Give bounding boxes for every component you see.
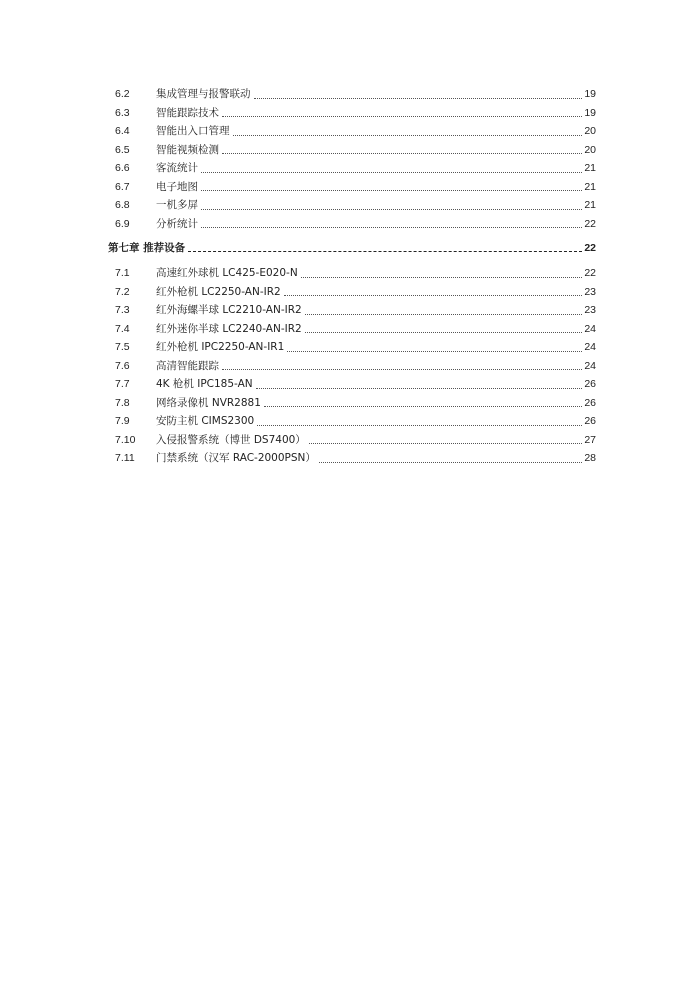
toc-dot-leader [201,171,582,173]
toc-dot-leader [222,152,582,154]
toc-entry-number: 6.8 [115,199,130,211]
toc-dot-leader [201,208,582,210]
toc-entry-number: 7.6 [115,359,130,372]
toc-entry-6-5[interactable] [108,141,596,160]
toc-entry-6-4[interactable] [108,122,596,141]
toc-entry-number: 7.4 [115,322,130,335]
toc-dot-leader [319,461,582,463]
toc-entry-number: 7.5 [115,341,130,353]
toc-entry-page: 27 [584,433,596,446]
toc-dot-leader [301,276,583,278]
toc-entry-page: 20 [584,143,596,156]
toc-entry-title: 4K 枪机 IPC185-AN [156,378,253,390]
toc-entry-title: 红外枪机 LC2250-AN-IR2 [156,285,281,298]
toc-entry-7-8[interactable] [108,394,596,413]
toc-dot-leader [256,387,583,389]
toc-entry-title: 入侵报警系统（博世 DS7400） [156,433,306,446]
toc-entry-page: 21 [584,162,596,174]
toc-entry-number: 7.2 [115,285,130,298]
toc-entry-title: 智能出入口管理 [156,125,230,137]
toc-entry-7-6[interactable] [108,357,596,376]
toc-chapter-page: 22 [584,242,596,254]
toc-entry-7-1[interactable] [108,264,596,283]
toc-entry-7-11[interactable] [108,449,596,468]
toc-entry-number: 7.8 [115,396,130,409]
toc-entry-title: 安防主机 CIMS2300 [156,415,255,427]
toc-entry-title: 红外海螺半球 LC2210-AN-IR2 [156,304,302,316]
toc-entry-page: 24 [584,322,596,335]
toc-entry-title: 高速红外球机 LC425-E020-N [156,267,298,279]
toc-entry-page: 28 [584,452,596,464]
toc-dot-leader [305,331,583,333]
toc-entry-7-10[interactable] [108,431,596,450]
toc-entry-page: 23 [584,304,596,316]
toc-entry-page: 26 [584,378,596,390]
toc-entry-number: 7.1 [115,267,130,279]
toc-entry-title: 智能视频检测 [156,143,219,156]
toc-entry-6-3[interactable] [108,104,596,123]
toc-entry-number: 6.7 [115,180,130,193]
toc-entry-page: 21 [584,199,596,211]
toc-entry-number: 7.11 [115,452,135,464]
toc-entry-number: 6.6 [115,162,130,174]
table-of-contents [108,85,596,468]
toc-entry-number: 6.3 [115,106,130,119]
toc-entry-page: 23 [584,285,596,298]
toc-chapter-title: 第七章 推荐设备 [108,242,186,254]
toc-entry-title: 红外迷你半球 LC2240-AN-IR2 [156,322,302,335]
toc-entry-title: 分析统计 [156,217,198,230]
toc-entry-number: 6.4 [115,125,130,137]
toc-dot-leader [264,405,582,407]
toc-entry-6-2[interactable] [108,85,596,104]
toc-chapter-7[interactable] [108,236,596,260]
toc-entry-title: 一机多屏 [156,199,198,211]
toc-dot-leader [233,134,583,136]
toc-entry-page: 21 [584,180,596,193]
toc-entry-page: 26 [584,415,596,427]
toc-dot-leader [284,294,583,296]
toc-entry-page: 19 [584,106,596,119]
toc-dot-leader [222,115,582,117]
toc-entry-number: 6.2 [115,88,130,100]
toc-entry-title: 智能跟踪技术 [156,106,219,119]
toc-entry-page: 24 [584,341,596,353]
toc-entry-page: 20 [584,125,596,137]
toc-dot-leader [305,313,583,315]
toc-entry-title: 客流统计 [156,162,198,174]
toc-entry-7-3[interactable] [108,301,596,320]
toc-entry-number: 7.3 [115,304,130,316]
toc-entry-6-6[interactable] [108,159,596,178]
toc-entry-title: 网络录像机 NVR2881 [156,396,261,409]
toc-entry-number: 7.7 [115,378,130,390]
toc-entry-page: 22 [584,267,596,279]
toc-entry-number: 6.5 [115,143,130,156]
toc-entry-number: 6.9 [115,217,130,230]
toc-entry-title: 集成管理与报警联动 [156,88,251,100]
toc-entry-6-8[interactable] [108,196,596,215]
toc-entry-title: 高清智能跟踪 [156,359,219,372]
toc-entry-page: 26 [584,396,596,409]
toc-dot-leader [309,442,583,444]
toc-entry-7-5[interactable] [108,338,596,357]
toc-dot-leader [254,97,583,99]
toc-entry-page: 19 [584,88,596,100]
toc-dot-leader [201,189,582,191]
toc-entry-title: 门禁系统（汉军 RAC-2000PSN） [156,452,316,464]
toc-dash-leader [188,250,582,252]
toc-entry-7-7[interactable] [108,375,596,394]
toc-entry-title: 电子地图 [156,180,198,193]
toc-entry-6-9[interactable] [108,215,596,234]
toc-entry-6-7[interactable] [108,178,596,197]
toc-dot-leader [257,424,582,426]
toc-entry-page: 24 [584,359,596,372]
toc-entry-7-4[interactable] [108,320,596,339]
toc-dot-leader [287,350,582,352]
toc-entry-7-2[interactable] [108,283,596,302]
toc-entry-page: 22 [584,217,596,230]
toc-dot-leader [201,226,582,228]
toc-entry-title: 红外枪机 IPC2250-AN-IR1 [156,341,285,353]
toc-entry-7-9[interactable] [108,412,596,431]
toc-dot-leader [222,368,582,370]
toc-entry-number: 7.9 [115,415,130,427]
toc-entry-number: 7.10 [115,433,136,446]
